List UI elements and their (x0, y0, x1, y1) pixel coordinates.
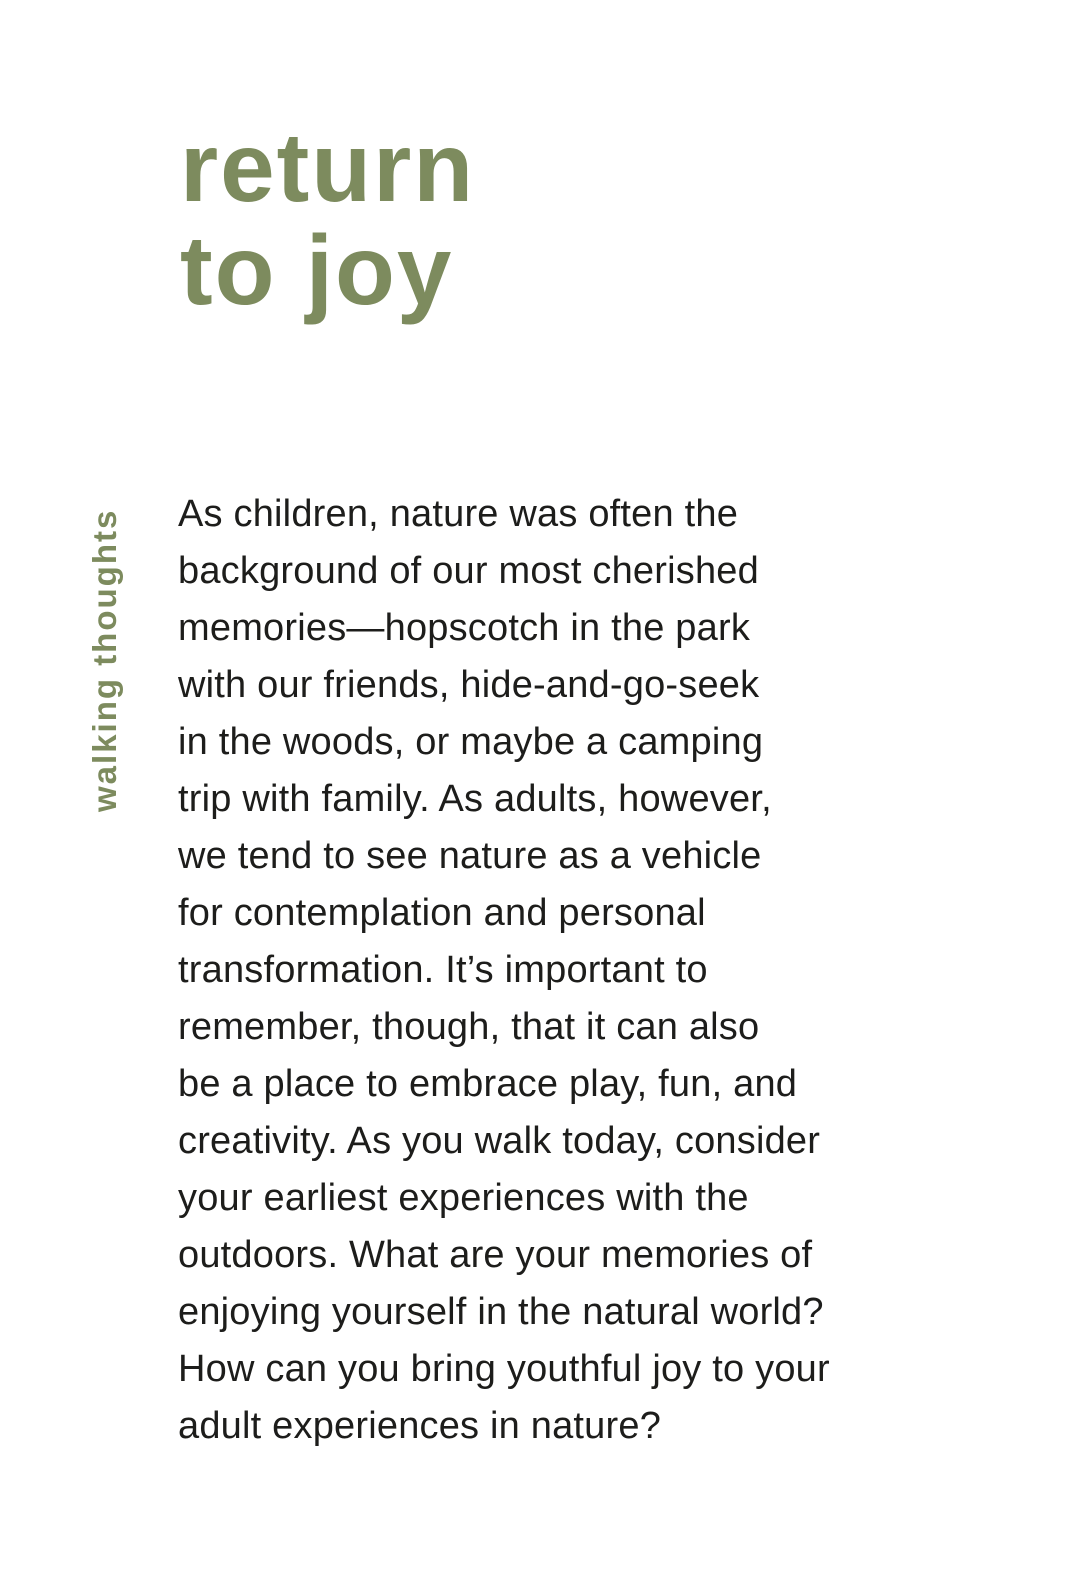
page-title-line-2: to joy (180, 215, 454, 325)
body-line: your earliest experiences with the (178, 1177, 749, 1219)
body-line: background of our most cherished (178, 550, 759, 592)
body-line: outdoors. What are your memories of (178, 1234, 813, 1276)
body-line: enjoying yourself in the natural world? (178, 1291, 824, 1333)
body-line: remember, though, that it can also (178, 1006, 760, 1048)
body-line: adult experiences in nature? (178, 1405, 662, 1447)
body-line: in the woods, or maybe a camping (178, 721, 764, 763)
body-line: As children, nature was often the (178, 493, 739, 535)
page-title (180, 112, 476, 325)
body-line: trip with family. As adults, however, (178, 778, 772, 820)
body-line: How can you bring youthful joy to your (178, 1348, 830, 1390)
section-label-vertical: walking thoughts (86, 508, 123, 812)
body-paragraph (178, 486, 958, 1455)
page-title-line-1: return (180, 112, 476, 222)
body-line: we tend to see nature as a vehicle (178, 835, 762, 877)
body-line: memories—hopscotch in the park (178, 607, 751, 649)
body-line: transformation. It’s important to (178, 949, 708, 991)
body-line: with our friends, hide-and-go-seek (178, 664, 760, 706)
body-line: for contemplation and personal (178, 892, 706, 934)
body-line: creativity. As you walk today, consider (178, 1120, 821, 1162)
body-line: be a place to embrace play, fun, and (178, 1063, 798, 1105)
